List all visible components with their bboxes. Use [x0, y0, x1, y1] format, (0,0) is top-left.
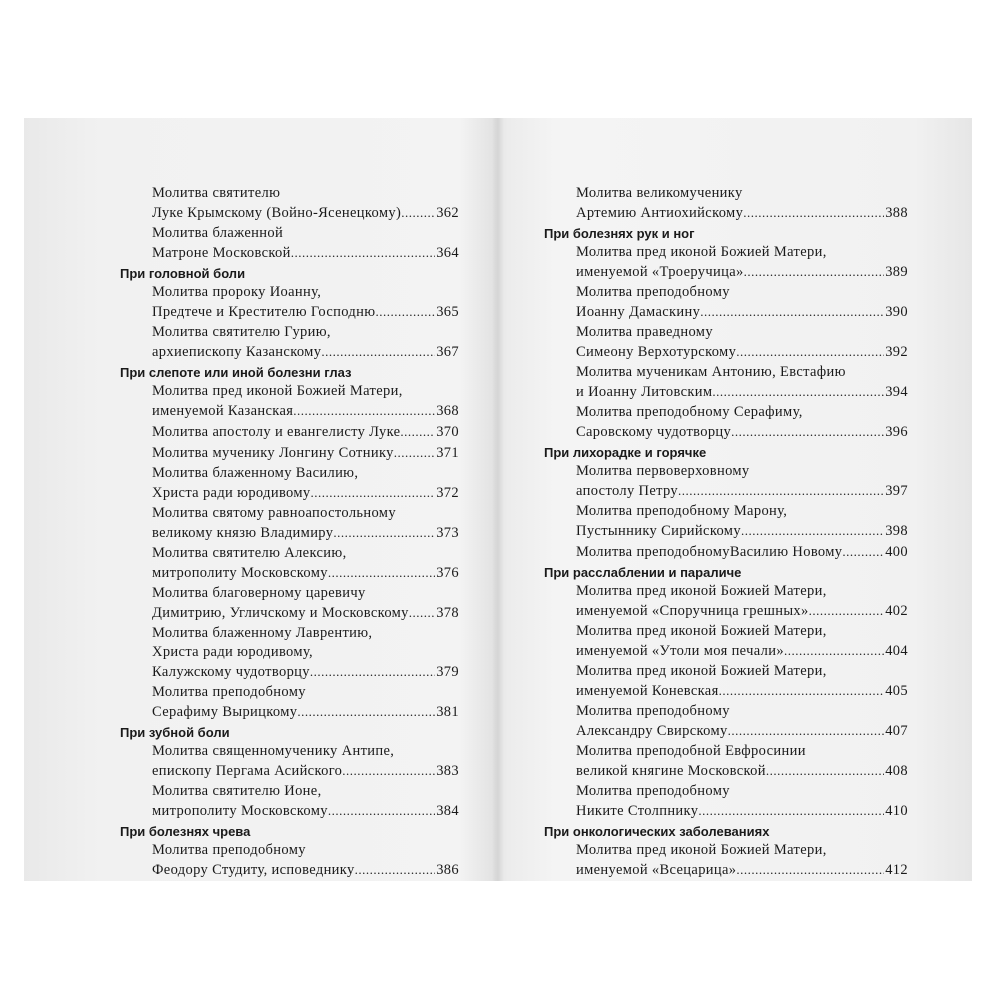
entry-line: [152, 563, 459, 582]
entry-title-text: митрополиту Московскому: [152, 803, 328, 819]
entry-line: [152, 761, 459, 780]
toc-entry: [576, 662, 908, 700]
dot-leader: [766, 761, 884, 780]
entry-title-text: Артемию Антиохийскому: [576, 205, 744, 221]
left-page-toc: [120, 184, 459, 881]
section-heading: При онкологических заболеваниях: [544, 824, 770, 839]
entry-line: Христа ради юродивому,: [152, 644, 314, 660]
dot-leader: [678, 481, 884, 500]
toc-entry: [152, 464, 459, 502]
page-number: 402: [885, 603, 908, 619]
book-spread: [24, 118, 972, 881]
entry-title-text: великому князю Владимиру: [152, 525, 334, 541]
page-number: 367: [436, 344, 459, 360]
entry-line: [152, 203, 459, 222]
toc-entry: [152, 323, 459, 361]
dot-leader: [784, 641, 884, 660]
entry-title-text: Александру Свирскому: [576, 723, 728, 739]
entry-title-text: и Иоанну Литовским: [576, 384, 713, 400]
toc-entry: [576, 283, 908, 321]
toc-entry: [152, 283, 459, 321]
entry-title-text: Молитва мученику Лонгину Сотнику: [152, 445, 394, 461]
page-number: 396: [885, 424, 908, 440]
toc-entry: [152, 742, 459, 780]
page-number: 383: [436, 763, 459, 779]
entry-line: Молитва святителю Гурию,: [152, 324, 331, 340]
entry-line: [152, 243, 459, 262]
toc-entry: [576, 782, 908, 820]
entry-line: Молитва святителю Ионе,: [152, 783, 322, 799]
dot-leader: [328, 563, 435, 582]
dot-leader: [809, 601, 885, 620]
entry-line: [152, 302, 459, 321]
dot-leader: [736, 860, 884, 879]
section-heading: При головной боли: [120, 266, 246, 281]
page-number: 398: [885, 523, 908, 539]
dot-leader: [400, 422, 435, 441]
dot-leader: [297, 702, 435, 721]
dot-leader: [293, 401, 435, 420]
entry-title-text: апостолу Петру: [576, 483, 678, 499]
entry-line: Молитва преподобному: [576, 284, 730, 300]
page-number: 378: [436, 605, 459, 621]
toc-entry: [152, 224, 459, 262]
entry-line: [576, 801, 908, 820]
dot-leader: [842, 542, 884, 561]
dot-leader: [321, 342, 435, 361]
entry-title-text: Пустыннику Сирийскому: [576, 523, 741, 539]
entry-line: Молитва пред иконой Божией Матери,: [576, 842, 827, 858]
entry-title-text: Иоанну Дамаскину: [576, 304, 701, 320]
entry-title-text: Калужскому чудотворцу: [152, 664, 310, 680]
entry-title-text: Димитрию, Угличскому и Московскому: [152, 605, 409, 621]
entry-line: [576, 542, 908, 561]
toc-entry: [576, 502, 908, 540]
page-number: 379: [436, 664, 459, 680]
entry-line: Молитва преподобному: [576, 783, 730, 799]
page-number: 392: [885, 344, 908, 360]
entry-line: [152, 401, 459, 420]
page-number: 372: [436, 485, 459, 501]
dot-leader: [741, 521, 884, 540]
entry-line: Молитва преподобному Серафиму,: [576, 404, 803, 420]
entry-line: [576, 601, 908, 620]
entry-title-text: именуемой «Всецарица»: [576, 862, 737, 878]
entry-title-text: именуемой Казанская: [152, 403, 294, 419]
section-heading: При болезнях рук и ног: [544, 226, 695, 241]
entry-line: [576, 681, 908, 700]
entry-line: [152, 523, 459, 542]
entry-title-text: Христа ради юродивому: [152, 485, 311, 501]
entry-line: Молитва преподобному Марону,: [576, 503, 788, 519]
page-number: 394: [885, 384, 908, 400]
page-number: 410: [885, 803, 908, 819]
page-number: 386: [436, 862, 459, 878]
page-number: 407: [885, 723, 908, 739]
entry-line: Молитва священномученику Антипе,: [152, 743, 395, 759]
toc-entry: [152, 422, 459, 441]
entry-line: [576, 860, 908, 879]
entry-line: Молитва блаженному Василию,: [152, 465, 359, 481]
section-heading: При лихорадке и горячке: [544, 445, 707, 460]
dot-leader: [698, 801, 884, 820]
entry-line: [152, 443, 459, 462]
section-heading: При слепоте или иной болезни глаз: [120, 365, 352, 380]
page-number: 408: [885, 763, 908, 779]
entry-line: [576, 641, 908, 660]
right-page-toc: [544, 184, 908, 881]
dot-leader: [731, 422, 884, 441]
dot-leader: [700, 302, 884, 321]
toc-entry: [576, 243, 908, 281]
entry-title-text: Матроне Московской: [152, 245, 291, 261]
entry-title-text: именуемой «Споручница грешных»: [576, 603, 809, 619]
toc-entry: [152, 624, 459, 681]
toc-entry: [152, 382, 459, 420]
entry-line: Молитва пред иконой Божией Матери,: [576, 583, 827, 599]
toc-entry: [576, 363, 908, 401]
page-number: 388: [885, 205, 908, 221]
page-number: 368: [436, 403, 459, 419]
entry-title-text: архиепископу Казанскому: [152, 344, 322, 360]
toc-entry: [576, 184, 908, 222]
entry-line: Молитва пред иконой Божией Матери,: [576, 623, 827, 639]
dot-leader: [328, 801, 435, 820]
page-number: 400: [885, 544, 908, 560]
page-number: 381: [436, 704, 459, 720]
entry-line: [576, 721, 908, 740]
dot-leader: [712, 382, 884, 401]
entry-title-text: Луке Крымскому (Войно-Ясенецкому): [152, 205, 402, 221]
dot-leader: [401, 203, 435, 222]
page-number: 405: [885, 683, 908, 699]
entry-line: [576, 761, 908, 780]
entry-title-text: именуемой «Троеручица»: [576, 264, 744, 280]
page-number: 370: [436, 424, 459, 440]
page-number: 390: [885, 304, 908, 320]
toc-entry: [152, 584, 459, 622]
entry-title-text: Симеону Верхотурскому: [576, 344, 737, 360]
entry-line: Молитва преподобной Евфросинии: [576, 743, 806, 759]
entry-line: [152, 860, 459, 879]
entry-title-text: Молитва апостолу и евангелисту Луке: [152, 424, 401, 440]
entry-line: [152, 603, 459, 622]
dot-leader: [743, 203, 884, 222]
toc-entry: [152, 544, 459, 582]
entry-line: Молитва святому равноапостольному: [152, 505, 396, 521]
page-number: 389: [885, 264, 908, 280]
page-number: 362: [436, 205, 459, 221]
entry-line: Молитва благоверному царевичу: [152, 585, 366, 601]
dot-leader: [375, 302, 435, 321]
entry-line: Молитва святителю: [152, 185, 281, 201]
entry-line: [576, 203, 908, 222]
entry-title-text: митрополиту Московскому: [152, 565, 328, 581]
entry-title-text: епископу Пергама Асийского: [152, 763, 343, 779]
entry-line: [576, 302, 908, 321]
dot-leader: [310, 662, 435, 681]
entry-line: Молитва пророку Иоанну,: [152, 284, 322, 300]
dot-leader: [333, 523, 435, 542]
entry-line: Молитва праведному: [576, 324, 713, 340]
entry-line: Молитва мученикам Антонию, Евстафию: [576, 364, 846, 380]
page-number: 373: [436, 525, 459, 541]
dot-leader: [744, 262, 885, 281]
page-number: 365: [436, 304, 459, 320]
entry-title-text: именуемой Коневская: [576, 683, 719, 699]
entry-line: [152, 801, 459, 820]
toc-entry: [152, 683, 459, 721]
entry-title-text: Серафиму Вырицкому: [152, 704, 298, 720]
toc-entry: [152, 841, 459, 879]
toc-entry: [576, 462, 908, 500]
toc-entry: [152, 782, 459, 820]
toc-entry: [576, 582, 908, 620]
toc-entry: [152, 504, 459, 542]
dot-leader: [355, 860, 436, 879]
section-heading: При расслаблении и параличе: [544, 565, 742, 580]
entry-line: Молитва святителю Алексию,: [152, 545, 347, 561]
entry-title-text: великой княгине Московской: [576, 763, 766, 779]
entry-line: [576, 521, 908, 540]
entry-line: [576, 342, 908, 361]
dot-leader: [728, 721, 885, 740]
section-heading: При зубной боли: [120, 725, 230, 740]
toc-entry: [576, 742, 908, 780]
toc-entry: [576, 841, 908, 879]
entry-title-text: Предтече и Крестителю Господню: [152, 304, 376, 320]
entry-title-text: Молитва преподобномуВасилию Новому: [576, 544, 843, 560]
toc-entry: [576, 702, 908, 740]
entry-line: [576, 262, 908, 281]
page-number: 397: [885, 483, 908, 499]
page-number: 364: [436, 245, 459, 261]
entry-line: Молитва блаженному Лаврентию,: [152, 625, 373, 641]
entry-title-text: Саровскому чудотворцу: [576, 424, 732, 440]
entry-line: [576, 422, 908, 441]
section-heading: При болезнях чрева: [120, 824, 251, 839]
toc-entry: [576, 403, 908, 441]
dot-leader: [394, 443, 435, 462]
dot-leader: [311, 483, 436, 502]
dot-leader: [719, 681, 885, 700]
entry-line: Молитва пред иконой Божией Матери,: [576, 244, 827, 260]
entry-line: Молитва первоверховному: [576, 463, 750, 479]
entry-line: Молитва пред иконой Божией Матери,: [152, 383, 403, 399]
entry-line: Молитва преподобному: [152, 842, 306, 858]
toc-entry: [152, 184, 459, 222]
dot-leader: [736, 342, 884, 361]
entry-line: [576, 382, 908, 401]
page-number: 412: [885, 862, 908, 878]
page-number: 371: [436, 445, 459, 461]
dot-leader: [342, 761, 435, 780]
entry-line: [152, 702, 459, 721]
entry-line: Молитва преподобному: [152, 684, 306, 700]
toc-entry: [576, 323, 908, 361]
entry-line: Молитва преподобному: [576, 703, 730, 719]
entry-title-text: именуемой «Утоли моя печали»: [576, 643, 784, 659]
book-spine: [492, 118, 504, 881]
entry-line: [152, 422, 459, 441]
page-number: 384: [436, 803, 459, 819]
entry-title-text: Никите Столпнику: [576, 803, 699, 819]
page-number: 376: [436, 565, 459, 581]
dot-leader: [291, 243, 435, 262]
entry-line: [152, 662, 459, 681]
page-number: 404: [885, 643, 908, 659]
toc-entry: [576, 622, 908, 660]
entry-line: Молитва пред иконой Божией Матери,: [576, 663, 827, 679]
toc-entry: [152, 443, 459, 462]
entry-line: [576, 481, 908, 500]
entry-line: [152, 342, 459, 361]
toc-entry: [576, 542, 908, 561]
dot-leader: [409, 603, 435, 622]
entry-line: [152, 483, 459, 502]
entry-title-text: Феодору Студиту, исповеднику: [152, 862, 355, 878]
entry-line: Молитва блаженной: [152, 225, 284, 241]
entry-line: Молитва великомученику: [576, 185, 743, 201]
